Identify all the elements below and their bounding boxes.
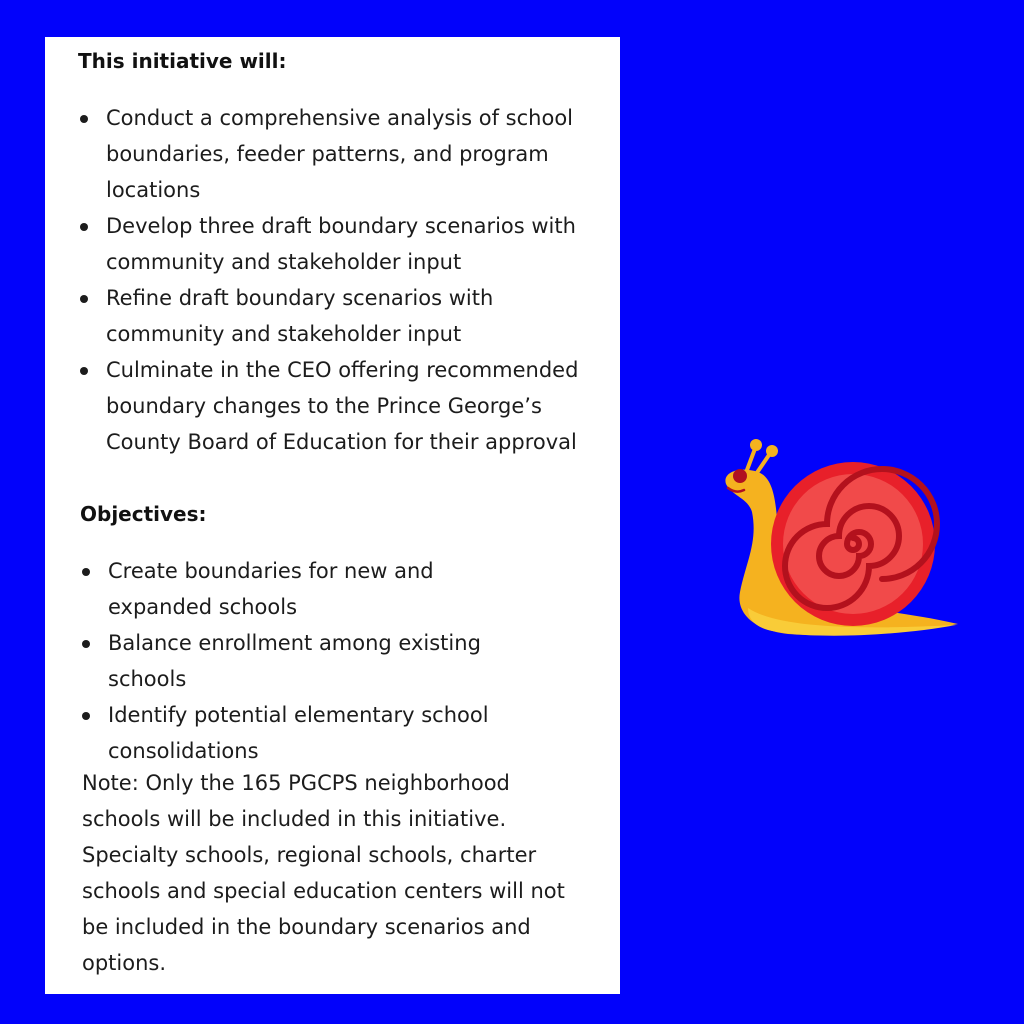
list-item-text: Develop three draft boundary scenarios with community and stakeholder input [106, 214, 576, 274]
bullet-icon [80, 223, 88, 231]
list-item [82, 625, 542, 697]
bullet-icon [80, 367, 88, 375]
bullet-icon [80, 115, 88, 123]
note-paragraph: Note: Only the 165 PGCPS neighborhood schools will be included in this initiative. Specialty schools, regional schools, charter schools and special education centers will not be included in the boundary scenarios and options. [82, 771, 565, 975]
list-item-text: Refine draft boundary scenarios with community and stakeholder input [106, 286, 494, 346]
list-item-text: Conduct a comprehensive analysis of school boundaries, feeder patterns, and program locations [106, 106, 574, 202]
list-item-text: Culminate in the CEO offering recommended boundary changes to the Prince George’s County Board of Education for their approval [106, 358, 579, 454]
bullet-icon [82, 712, 90, 720]
snail-icon [718, 432, 966, 644]
bullet-icon [82, 568, 90, 576]
bullet-icon [80, 295, 88, 303]
bullet-icon [82, 640, 90, 648]
list-item [82, 553, 542, 625]
initiative-heading: This initiative will: [78, 49, 287, 73]
list-item [80, 208, 590, 280]
objectives-heading: Objectives: [80, 502, 207, 526]
list-item [82, 697, 542, 769]
list-item [80, 352, 590, 460]
content-card [45, 37, 620, 994]
objectives-list [82, 553, 542, 769]
initiative-list [80, 100, 590, 460]
list-item-text: Balance enrollment among existing schools [108, 631, 481, 691]
list-item-text: Identify potential elementary school consolidations [108, 703, 489, 763]
list-item [80, 280, 590, 352]
list-item [80, 100, 590, 208]
list-item-text: Create boundaries for new and expanded schools [108, 559, 434, 619]
